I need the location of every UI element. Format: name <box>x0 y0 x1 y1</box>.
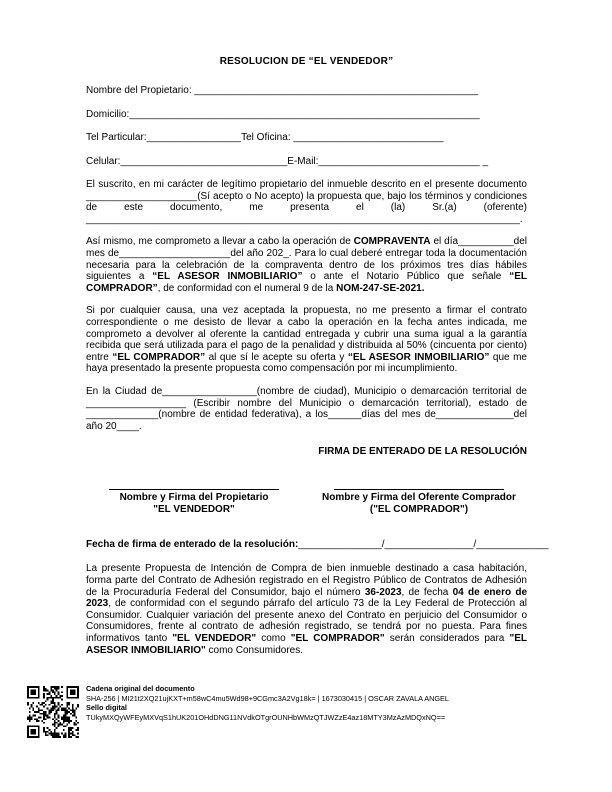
signature-line-vendedor <box>109 489 279 490</box>
field-telefonos: Tel Particular:_________________Tel Oficina: ___________________________ <box>86 132 444 143</box>
fecha-firma-row: Fecha de firma de enterado de la resolución:_______________/________________/_____________ <box>86 539 549 551</box>
cadena-original-label: Cadena original del documento <box>86 684 195 693</box>
document-content <box>86 56 549 656</box>
firma-enterado-heading: FIRMA DE ENTERADO DE LA RESOLUCIÓN <box>318 446 527 458</box>
qr-code-icon <box>27 686 79 738</box>
sello-digital-label: Sello digital <box>86 703 127 713</box>
field-domicilio: Domicilio:_______________________________________________________________ <box>86 108 480 120</box>
signature-label-oferente: Nombre y Firma del Oferente Comprador <box>321 492 516 504</box>
paragraph-penalidad: Si por cualquier causa, una vez aceptada la propuesta, no me presento a firmar el contrato correspondiente o me desisto de llevar a cabo la operación en la fecha antes indicada, me comprometo a devolver al oferente la cantidad entregada y cubrir una suma igual a la garantía recibida que será utilizada para el pago de la penalidad y distribuida al 50% (cincuenta por ciento) entre “EL COMPRADOR” al que sí le acepte su oferta y “EL ASESOR INMOBILIARIO” que me haya presentado la presente propuesta como compensación por mi incumplimiento. <box>86 305 527 375</box>
paragraph-profeco: La presente Propuesta de Intención de Compra de bien inmueble destinado a casa habitación, forma parte del Contrato de Adhesión registrado en el Registro Público de Contratos de Adhesión de la Procuraduría Federal del Consumidor, bajo el número 36-2023, de fecha 04 de enero de 2023, de conformidad con el segundo párrafo del artículo 73 de la Ley Federal de Protección al Consumidor. Cualquier variación del presente anexo del Contrato en perjuicio del Consumidor o Consumidores, frente al contrato de adhesión registrado, se tendrá por no puesta. Para fines informativos tanto "EL VENDEDOR" como "EL COMPRADOR" serán considerados para "EL ASESOR INMOBILIARIO" como Consumidores. <box>86 563 528 656</box>
signature-label-comprador: ("EL COMPRADOR") <box>369 503 469 515</box>
signature-vendedor <box>86 489 302 515</box>
cadena-original-value: SHA-256 | MI21t2XQ21ujKXT+m58wC4mu5Wd98+9CGmc3A2Vg18k= | 1673030415 | OSCAR ZAVALA ANGEL <box>86 693 449 703</box>
signature-block <box>86 489 527 515</box>
paragraph-aceptacion: El suscrito, en mi carácter de legítimo propietario del inmueble descrito en el presente documento ____________________(Sí acepto o No acepto) la propuesta que, bajo los términos y condiciones de este documento, me presenta el (la) Sr.(a) (oferente) ______________________________________________________________________________. <box>86 179 527 225</box>
signature-comprador <box>311 489 527 515</box>
paragraph-lugar-fecha: En la Ciudad de_________________(nombre de ciudad), Municipio o demarcación territorial de __________________ (Escribir nombre del Municipio o demarcación territorial), estado de _____________(nombre de entidad federativa), a los______días del mes de______________del año 20____. <box>86 385 527 432</box>
digital-seal-footer <box>86 684 566 722</box>
signature-label-vendedor: "EL VENDEDOR" <box>153 503 235 515</box>
field-nombre-propietario: Nombre del Propietario: ___________________________________________________ <box>86 85 479 96</box>
signature-line-comprador <box>334 489 504 490</box>
document-title: RESOLUCION DE “EL VENDEDOR” <box>219 56 394 67</box>
field-celular-email: Celular:______________________________E-Mail:_____________________________ _ <box>86 155 489 167</box>
signature-label-propietario: Nombre y Firma del Propietario <box>119 492 269 504</box>
sello-digital-value: TUkyMXQyWFEyMXVqS1hUK201OHdDNG11NVdkOTgrOUNHbWMzQTJWZzE4az18MTY3MzAzMDQxNQ== <box>86 712 446 722</box>
paragraph-compraventa: Así mismo, me comprometo a llevar a cabo la operación de COMPRAVENTA el día__________del mes de____________________del año 202_. Para lo cual deberé entregar toda la documentación necesaria para la celebración de la compraventa dentro de los próximos tres días hábiles siguientes a “EL ASESOR INMOBILIARIO” o ante el Notario Público que señale “EL COMPRADOR”, de conformidad con el numeral 9 de la NOM-247-SE-2021. <box>86 236 527 294</box>
